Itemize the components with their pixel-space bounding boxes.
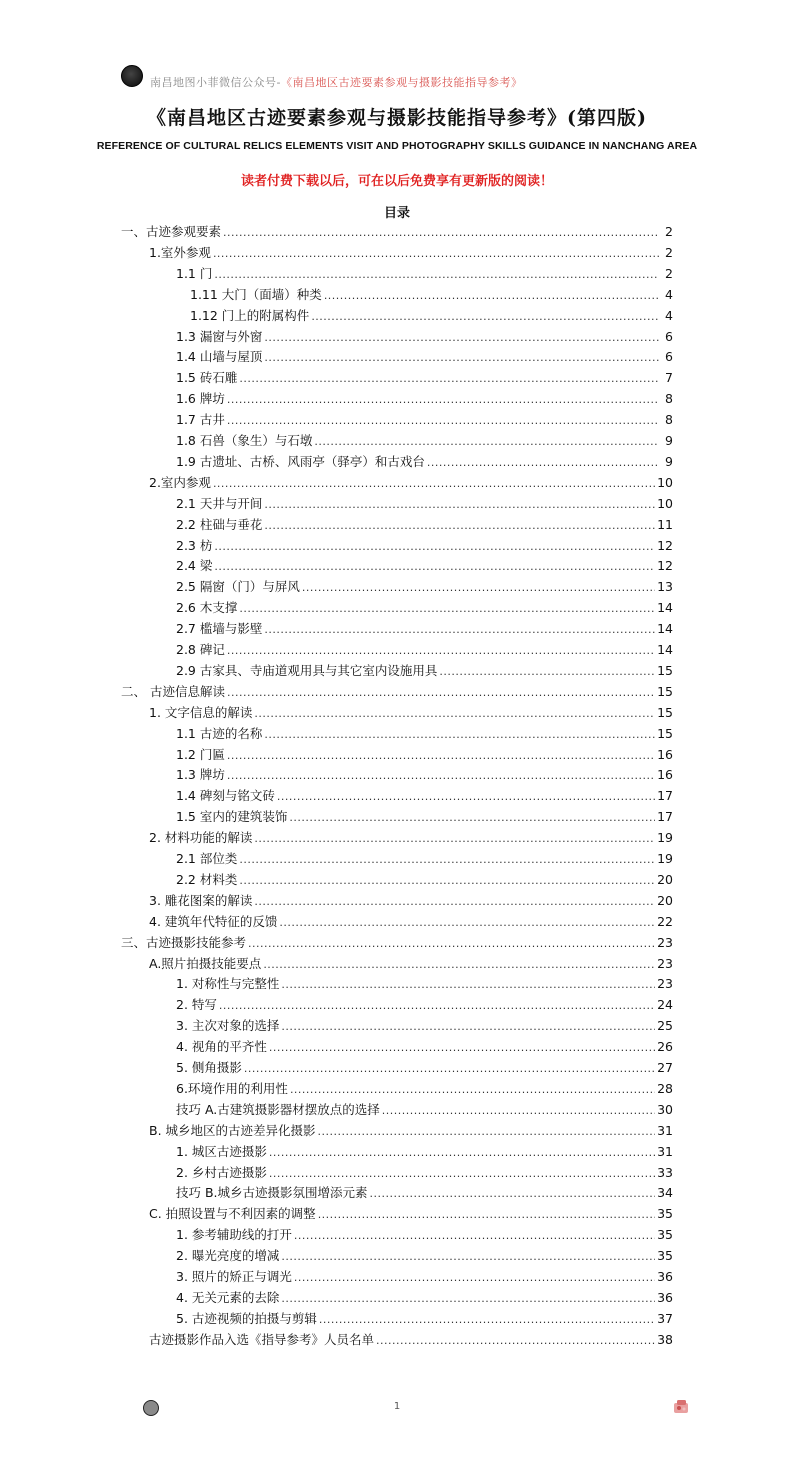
document-title: 《南昌地区古迹要素参观与摄影技能指导参考》(第四版): [147, 107, 647, 129]
toc-entry-page: 10: [657, 474, 673, 490]
toc-leader-dots: [227, 746, 655, 766]
toc-leader-dots: [213, 244, 659, 264]
toc-entry-label: 2.9 古家具、寺庙道观用具与其它室内设施用具: [176, 662, 438, 678]
toc-entry-page: 6: [665, 328, 673, 344]
reader-notice: 读者付费下载以后，可在以后免费享有更新版的阅读！: [240, 174, 553, 189]
toc-entry-label: 2.室内参观: [149, 474, 211, 490]
toc-entry-label: 1.9 古遗址、古桥、风雨亭（驿亭）和古戏台: [176, 453, 425, 469]
toc-entry-label: 1.5 室内的建筑装饰: [176, 809, 288, 825]
toc-entry[interactable]: [176, 745, 673, 765]
toc-entry[interactable]: [176, 1079, 673, 1099]
toc-leader-dots: [214, 537, 655, 557]
toc-leader-dots: [254, 704, 655, 724]
toc-entry-label: 古迹摄影作品入选《指导参考》人员名单: [149, 1331, 375, 1347]
toc-entry[interactable]: [176, 327, 673, 347]
toc-leader-dots: [269, 1164, 655, 1184]
toc-entry-page: 2: [665, 265, 673, 281]
toc-entry[interactable]: [176, 724, 673, 744]
toc-entry[interactable]: [176, 1058, 673, 1078]
toc-leader-dots: [244, 1059, 655, 1079]
toc-entry[interactable]: [176, 1100, 673, 1120]
toc-entry-label: 2. 特写: [176, 997, 217, 1013]
toc-entry-page: 20: [657, 871, 673, 887]
toc-entry[interactable]: [149, 1121, 673, 1141]
toc-entry[interactable]: [121, 682, 673, 702]
toc-entry-page: 12: [657, 558, 673, 574]
toc-entry-page: 19: [657, 851, 673, 866]
toc-entry-page: 14: [657, 600, 673, 616]
toc-leader-dots: [314, 432, 659, 452]
toc-leader-dots: [239, 369, 659, 389]
toc-entry-label: 1.8 石兽（象生）与石墩: [176, 433, 313, 448]
toc-entry[interactable]: [176, 1163, 673, 1183]
toc-entry-page: 35: [657, 1248, 673, 1264]
toc-entry-page: 12: [657, 537, 673, 553]
toc-entry-label: 技巧 A.古建筑摄影器材摆放点的选择: [176, 1101, 380, 1117]
toc-heading: 目录: [383, 206, 410, 221]
toc-leader-dots: [376, 1331, 655, 1351]
toc-leader-dots: [239, 871, 655, 891]
toc-entry[interactable]: [149, 703, 673, 723]
toc-entry-page: 17: [657, 809, 673, 825]
toc-leader-dots: [281, 1017, 655, 1037]
toc-leader-dots: [264, 328, 659, 348]
toc-entry[interactable]: [176, 640, 673, 660]
toc-entry[interactable]: [176, 389, 673, 409]
toc-entry-page: 8: [665, 391, 673, 407]
toc-entry[interactable]: [176, 431, 673, 451]
toc-entry-page: 2: [665, 244, 673, 260]
toc-entry-label: 1.3 漏窗与外窗: [176, 328, 263, 344]
toc-entry-label: 三、古迹摄影技能参考: [121, 934, 247, 950]
toc-entry[interactable]: [149, 912, 673, 932]
toc-entry-page: 23: [657, 976, 673, 992]
toc-entry-label: 一、古迹参观要素: [121, 224, 222, 239]
toc-entry-label: 2. 曝光亮度的增减: [176, 1248, 280, 1264]
toc-entry[interactable]: [176, 661, 673, 681]
toc-leader-dots: [248, 934, 655, 954]
document-subtitle-english: REFERENCE OF CULTURAL RELICS ELEMENTS VISIT AND PHOTOGRAPHY SKILLS GUIDANCE IN NANCHANG AREA: [96, 140, 698, 152]
toc-entry-page: 16: [657, 767, 673, 783]
toc-entry[interactable]: [176, 556, 673, 576]
toc-entry-page: 6: [665, 349, 673, 365]
toc-leader-dots: [227, 390, 659, 410]
toc-entry-page: 34: [657, 1185, 673, 1201]
toc-leader-dots: [370, 1184, 656, 1204]
toc-leader-dots: [279, 913, 655, 933]
toc-entry-page: 38: [657, 1331, 673, 1347]
toc-entry-label: 3. 主次对象的选择: [176, 1018, 280, 1034]
toc-entry-label: B. 城乡地区的古迹差异化摄影: [149, 1122, 316, 1138]
toc-entry[interactable]: [176, 765, 673, 785]
toc-entry-page: 9: [665, 453, 673, 469]
toc-entry[interactable]: [149, 1204, 673, 1224]
toc-entry-label: 1.5 砖石雕: [176, 370, 238, 386]
toc-leader-dots: [214, 557, 655, 577]
toc-entry-page: 17: [657, 788, 673, 804]
toc-entry-label: 技巧 B.城乡古迹摄影氛围增添元素: [176, 1185, 368, 1201]
toc-leader-dots: [264, 348, 659, 368]
toc-entry-page: 15: [657, 704, 673, 720]
toc-leader-dots: [290, 1080, 655, 1100]
toc-entry[interactable]: [190, 285, 673, 305]
toc-entry[interactable]: [149, 828, 673, 848]
toc-entry-page: 37: [657, 1310, 673, 1326]
toc-entry-label: 1.11 大门（面墙）种类: [190, 286, 322, 302]
toc-leader-dots: [227, 641, 655, 661]
toc-entry[interactable]: [176, 1016, 673, 1036]
toc-entry-page: 20: [657, 892, 673, 908]
toc-entry[interactable]: [176, 1183, 673, 1203]
toc-entry-label: 1. 对称性与完整性: [176, 976, 280, 992]
toc-entry[interactable]: [121, 933, 673, 953]
toc-entry[interactable]: [176, 577, 673, 597]
toc-entry-page: 11: [657, 516, 673, 532]
toc-entry-page: 13: [657, 579, 673, 595]
toc-entry[interactable]: [176, 995, 673, 1015]
toc-entry-label: 2.5 隔窗（门）与屏风: [176, 579, 300, 595]
toc-entry[interactable]: [176, 786, 673, 806]
toc-entry-page: 15: [657, 662, 673, 678]
toc-entry-label: 1.6 牌坊: [176, 391, 225, 407]
toc-entry-label: 1.4 碑刻与铭文砖: [176, 788, 275, 804]
toc-entry[interactable]: [176, 452, 673, 472]
toc-leader-dots: [264, 620, 655, 640]
toc-entry[interactable]: [176, 264, 673, 284]
toc-leader-dots: [439, 662, 655, 682]
toc-leader-dots: [223, 223, 659, 243]
toc-entry-page: 10: [657, 495, 673, 511]
toc-entry-label: 1. 参考辅助线的打开: [176, 1227, 292, 1243]
toc-leader-dots: [254, 892, 655, 912]
toc-entry[interactable]: [176, 1037, 673, 1057]
toc-entry-page: 14: [657, 642, 673, 657]
toc-entry-page: 24: [657, 997, 673, 1013]
toc-entry-page: 35: [657, 1206, 673, 1222]
toc-entry-page: 36: [657, 1289, 673, 1305]
toc-entry[interactable]: [176, 1225, 673, 1245]
toc-entry-label: 1.7 古井: [176, 412, 225, 428]
toc-entry-label: 2.8 碑记: [176, 642, 225, 657]
toc-entry[interactable]: [176, 1309, 673, 1329]
toc-entry-page: 16: [657, 746, 673, 762]
toc-entry-label: 5. 侧角摄影: [176, 1060, 242, 1075]
toc-entry[interactable]: [176, 974, 673, 994]
running-header: [150, 74, 522, 90]
toc-entry[interactable]: [176, 536, 673, 556]
toc-entry[interactable]: [176, 410, 673, 430]
toc-leader-dots: [427, 453, 659, 473]
footer-seal-icon: [671, 1399, 691, 1415]
toc-leader-dots: [239, 599, 655, 619]
toc-leader-dots: [382, 1101, 655, 1121]
toc-entry-page: 15: [657, 725, 673, 741]
toc-entry-label: 1.2 门匾: [176, 746, 225, 762]
toc-entry-page: 4: [665, 307, 673, 323]
toc-entry-label: 2. 乡村古迹摄影: [176, 1164, 267, 1180]
toc-entry-label: 1.3 牌坊: [176, 767, 225, 783]
toc-entry-label: 2.7 槛墙与影壁: [176, 621, 263, 637]
toc-entry-label: 1. 文字信息的解读: [149, 704, 253, 720]
toc-entry-label: 2. 材料功能的解读: [149, 830, 253, 846]
toc-entry[interactable]: [149, 891, 673, 911]
toc-entry[interactable]: [176, 368, 673, 388]
toc-entry-page: 27: [657, 1060, 673, 1075]
toc-entry[interactable]: [176, 619, 673, 639]
toc-entry-page: 23: [657, 934, 673, 950]
toc-entry[interactable]: [176, 870, 673, 890]
toc-entry-label: 4. 视角的平齐性: [176, 1039, 267, 1055]
toc-entry[interactable]: [176, 849, 673, 869]
toc-leader-dots: [318, 1205, 655, 1225]
toc-entry-page: 28: [657, 1080, 673, 1096]
toc-entry[interactable]: [121, 222, 673, 242]
toc-entry[interactable]: [176, 515, 673, 535]
toc-entry-page: 33: [657, 1164, 673, 1180]
toc-entry-label: 2.3 枋: [176, 537, 213, 553]
toc-entry[interactable]: [176, 1267, 673, 1287]
toc-leader-dots: [214, 265, 659, 285]
toc-entry-label: 1.12 门上的附属构件: [190, 307, 310, 323]
toc-leader-dots: [219, 996, 655, 1016]
toc-leader-dots: [302, 578, 655, 598]
toc-entry[interactable]: [176, 494, 673, 514]
toc-entry-label: 1. 城区古迹摄影: [176, 1143, 267, 1159]
toc-leader-dots: [281, 1289, 655, 1309]
toc-leader-dots: [294, 1268, 655, 1288]
header-source-text: 南昌地图小菲微信公众号-: [150, 76, 281, 89]
toc-entry-label: 二、 古迹信息解读: [121, 683, 225, 699]
toc-entry-label: A.照片拍摄技能要点: [149, 955, 262, 971]
toc-entry-label: 1.1 古迹的名称: [176, 725, 263, 741]
toc-entry[interactable]: [149, 473, 673, 493]
toc-leader-dots: [239, 850, 655, 870]
toc-entry-page: 26: [657, 1039, 673, 1055]
toc-entry-page: 4: [665, 286, 673, 302]
toc-entry[interactable]: [176, 1246, 673, 1266]
toc-leader-dots: [289, 808, 655, 828]
toc-entry[interactable]: [176, 598, 673, 618]
toc-leader-dots: [227, 766, 655, 786]
toc-entry[interactable]: [149, 1330, 673, 1350]
toc-entry[interactable]: [176, 807, 673, 827]
toc-entry-page: 30: [657, 1101, 673, 1117]
toc-entry-page: 31: [657, 1143, 673, 1159]
toc-entry-page: 36: [657, 1269, 673, 1284]
toc-leader-dots: [318, 1122, 656, 1142]
toc-entry-label: 1.4 山墙与屋顶: [176, 349, 263, 365]
page-number: 1: [393, 1401, 401, 1412]
toc-entry-label: 1.室外参观: [149, 244, 211, 260]
toc-entry-page: 14: [657, 621, 673, 637]
toc-leader-dots: [263, 955, 655, 975]
toc-leader-dots: [227, 411, 659, 431]
toc-leader-dots: [281, 975, 655, 995]
toc-entry-label: 2.1 天井与开间: [176, 495, 263, 511]
toc-leader-dots: [269, 1038, 655, 1058]
toc-leader-dots: [213, 474, 655, 494]
toc-entry-label: 2.1 部位类: [176, 851, 238, 866]
toc-entry-page: 19: [657, 830, 673, 846]
toc-entry-page: 22: [657, 913, 673, 929]
header-logo-icon: [121, 65, 143, 87]
toc-entry-label: 4. 建筑年代特征的反馈: [149, 913, 278, 929]
toc-entry-label: C. 拍照设置与不利因素的调整: [149, 1206, 316, 1222]
toc-entry[interactable]: [176, 1142, 673, 1162]
toc-entry-page: 8: [665, 412, 673, 428]
toc-entry-label: 2.2 材料类: [176, 871, 238, 887]
toc-entry-label: 3. 照片的矫正与调光: [176, 1269, 292, 1284]
toc-leader-dots: [324, 286, 659, 306]
toc-entry-label: 3. 雕花图案的解读: [149, 892, 253, 908]
toc-leader-dots: [311, 307, 659, 327]
toc-leader-dots: [264, 495, 655, 515]
toc-entry-label: 2.2 柱础与垂花: [176, 516, 263, 532]
toc-entry-page: 2: [665, 224, 673, 239]
toc-leader-dots: [264, 725, 655, 745]
toc-entry-page: 9: [665, 433, 673, 448]
toc-entry[interactable]: [149, 243, 673, 263]
toc-leader-dots: [269, 1143, 655, 1163]
toc-entry-label: 6.环境作用的利用性: [176, 1080, 288, 1096]
toc-entry[interactable]: [149, 954, 673, 974]
toc-entry-label: 4. 无关元素的去除: [176, 1289, 280, 1305]
toc-leader-dots: [294, 1226, 655, 1246]
toc-entry-page: 7: [665, 370, 673, 386]
toc-leader-dots: [254, 829, 655, 849]
toc-entry[interactable]: [190, 306, 673, 326]
toc-entry-label: 1.1 门: [176, 265, 213, 281]
toc-entry-page: 23: [657, 955, 673, 971]
toc-entry-page: 25: [657, 1018, 673, 1034]
toc-entry[interactable]: [176, 1288, 673, 1308]
toc-entry-page: 35: [657, 1227, 673, 1243]
toc-leader-dots: [227, 683, 655, 703]
toc-leader-dots: [281, 1247, 655, 1267]
toc-entry-page: 31: [657, 1122, 673, 1138]
toc-entry-label: 2.4 梁: [176, 558, 213, 574]
toc-entry-label: 5. 古迹视频的拍摄与剪辑: [176, 1310, 317, 1326]
toc-entry[interactable]: [176, 347, 673, 367]
toc-leader-dots: [277, 787, 655, 807]
toc-leader-dots: [264, 516, 655, 536]
toc-leader-dots: [319, 1310, 655, 1330]
toc-entry-page: 15: [657, 683, 673, 699]
header-book-title: 《南昌地区古迹要素参观与摄影技能指导参考》: [280, 76, 523, 89]
toc-entry-label: 2.6 木支撑: [176, 600, 238, 616]
